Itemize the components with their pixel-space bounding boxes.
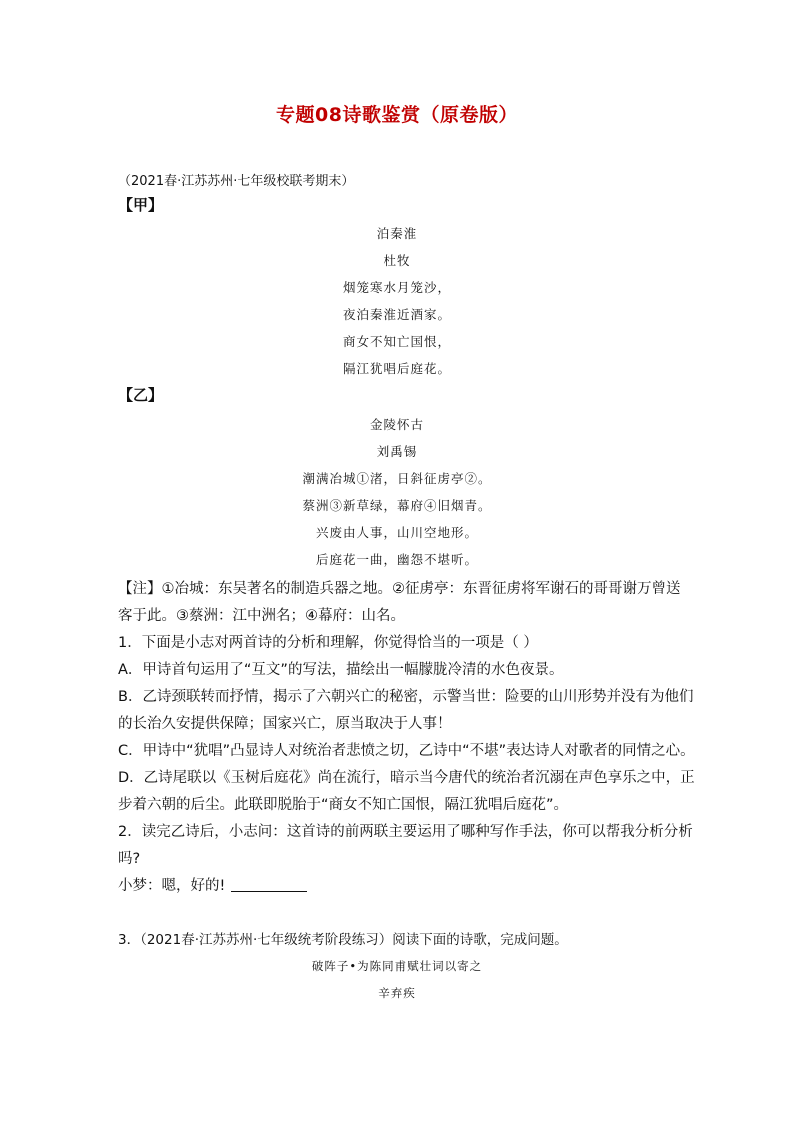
- poem2-line: 潮满冶城①渚，日斜征虏亭②。: [302, 471, 492, 486]
- option-a: A．甲诗首句运用了“互文”的写法，描绘出一幅朦胧冷清的水色夜景。: [118, 662, 564, 678]
- poem1-title: 泊秦淮: [376, 226, 418, 241]
- option-d: D．乙诗尾联以《玉树后庭花》尚在流行，暗示当今唐代的统治者沉溺在声色享乐之中，正: [118, 770, 695, 786]
- source-note-1: （2021春·江苏苏州·七年级校联考期末）: [118, 174, 355, 189]
- option-b-cont: 的长治久安提供保障；国家兴亡，原当取决于人事！: [118, 716, 452, 732]
- yi-label: 【乙】: [118, 386, 164, 404]
- option-d-cont: 步着六朝的后尘。此联即脱胎于“商女不知亡国恨，隔江犹唱后庭花”。: [118, 797, 569, 813]
- poem1-author: 杜牧: [383, 253, 411, 268]
- poem2-line: 蔡洲③新草绿，幕府④旧烟青。: [302, 498, 492, 513]
- option-c: C．甲诗中“犹唱”凸显诗人对统治者悲愤之切，乙诗中“不堪”表达诗人对歌者的同情之心。: [118, 743, 695, 759]
- jia-label: 【甲】: [118, 196, 164, 214]
- question-2-stem-cont: 吗?: [118, 851, 141, 867]
- question-1-stem: 1．下面是小志对两首诗的分析和理解，你觉得恰当的一项是（ ）: [118, 635, 538, 651]
- option-b: B．乙诗颈联转而抒情，揭示了六朝兴亡的秘密，示警当世：险要的山川形势并没有为他们: [118, 689, 694, 705]
- question-2-stem: 2．读完乙诗后，小志问：这首诗的前两联主要运用了哪种写作手法，你可以帮我分析分析: [118, 824, 693, 840]
- poem2-title: 金陵怀古: [369, 417, 424, 432]
- question-2-answer-line: [118, 874, 307, 895]
- note-line: 客于此。③蔡洲：江中洲名；④幕府：山名。: [118, 608, 405, 624]
- poem2-line: 后庭花一曲，幽怨不堪听。: [315, 552, 478, 567]
- question-3-stem: 3．（2021春·江苏苏州·七年级统考阶段练习）阅读下面的诗歌，完成问题。: [118, 932, 568, 948]
- poem3-title: 破阵子•为陈同甫赋壮词以寄之: [311, 959, 483, 973]
- document-title: 专题08诗歌鉴赏（原卷版）: [276, 104, 518, 126]
- poem1-line: 烟笼寒水月笼沙，: [342, 280, 451, 295]
- answer-blank[interactable]: [231, 877, 307, 892]
- poem2-author: 刘禹锡: [376, 444, 418, 459]
- poem1-line: 商女不知亡国恨，: [342, 334, 451, 349]
- note-line: 【注】①冶城：东吴著名的制造兵器之地。②征虏亭：东晋征虏将军谢石的哥哥谢万曾送: [118, 581, 681, 597]
- poem3-author: 辛弃疾: [378, 986, 416, 1000]
- answer-prompt: 小梦：嗯，好的!: [118, 878, 226, 894]
- poem1-line: 夜泊秦淮近酒家。: [342, 307, 451, 322]
- poem2-line: 兴废由人事，山川空地形。: [315, 525, 478, 540]
- poem1-line: 隔江犹唱后庭花。: [342, 361, 451, 376]
